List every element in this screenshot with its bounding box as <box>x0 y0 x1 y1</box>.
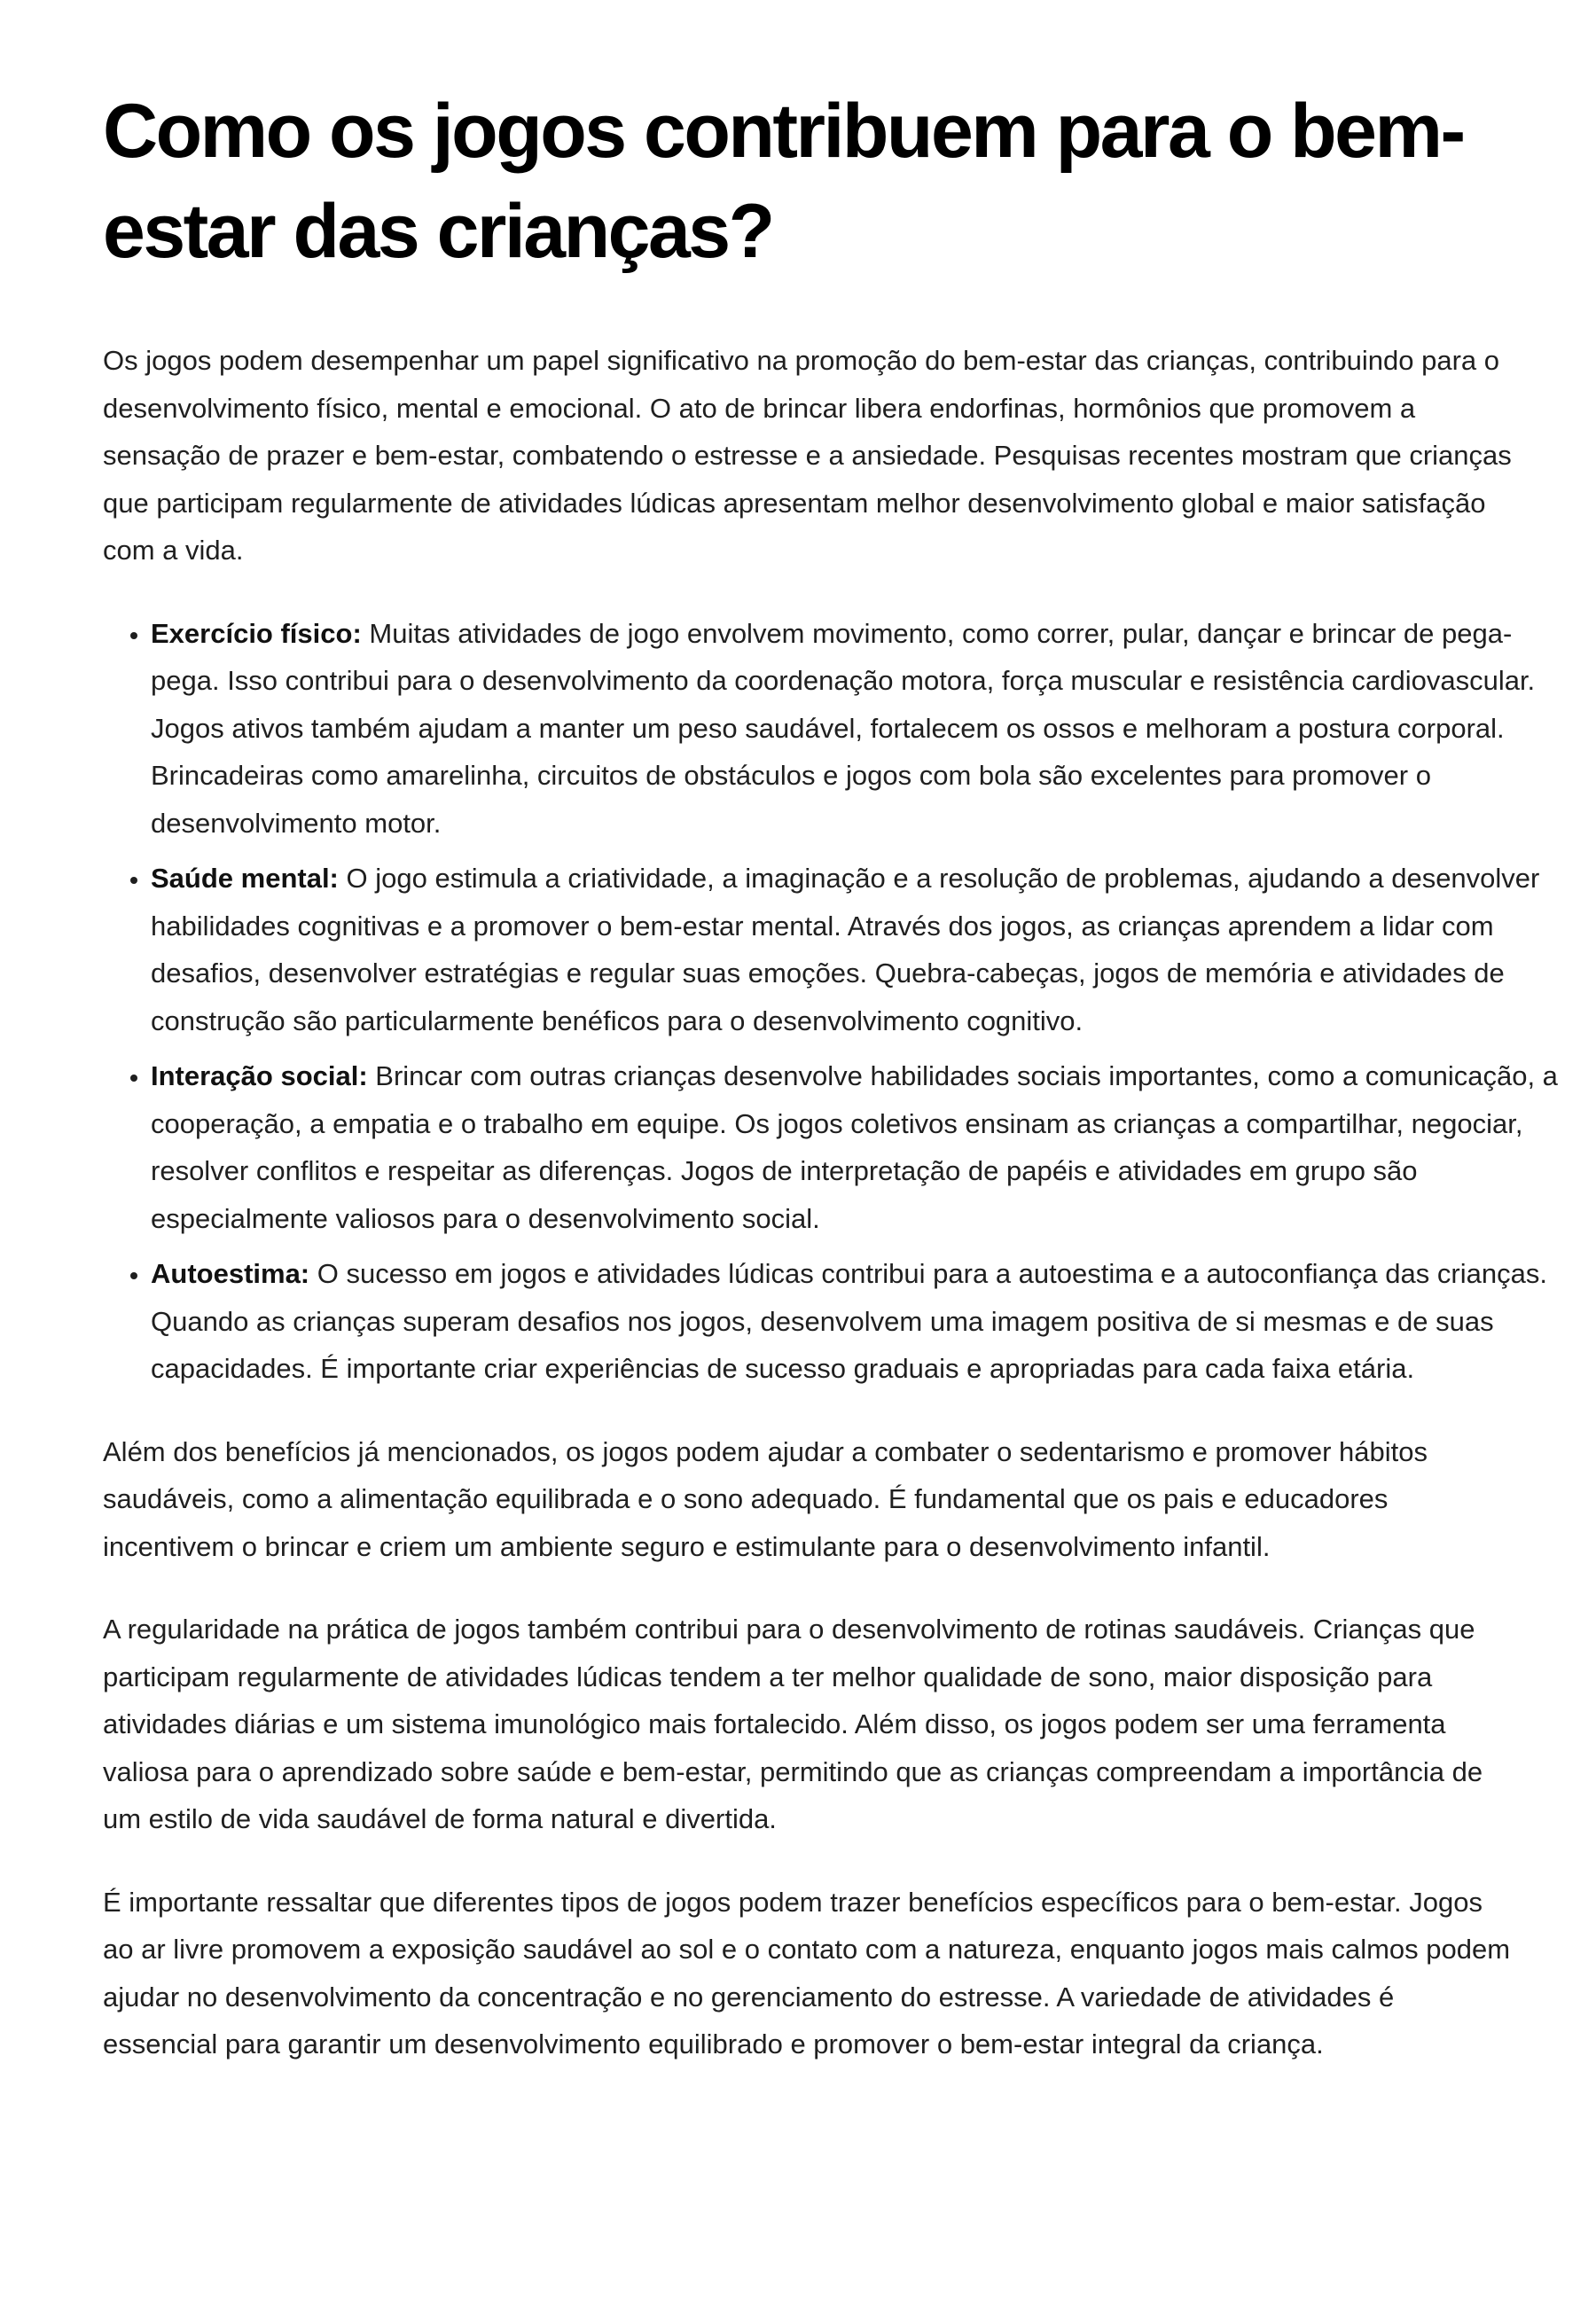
page-title: Como os jogos contribuem para o bem-estar das crianças? <box>103 89 1464 274</box>
item-text: O sucesso em jogos e atividades lúdicas contribui para a autoestima e a autoconfiança das crianças. Quando as crianças superam desafios nos jogos, desenvolvem uma imagem positiva de si mesmas e de suas capacidades. É importante criar experiências de sucesso graduais e apropriadas para cada faixa etária. <box>151 1258 1547 1384</box>
item-label: Exercício físico: <box>151 617 362 649</box>
list-item-saude-mental <box>151 855 1561 1044</box>
item-label: Saúde mental: <box>151 863 339 894</box>
item-text: Muitas atividades de jogo envolvem movimento, como correr, pular, dançar e brincar de pega-pega. Isso contribui para o desenvolvimento da coordenação motora, força muscular e resistência cardiovascular. Jogos ativos também ajudam a manter um peso saudável, fortalecem os ossos e melhoram a postura corporal. Brincadeiras como amarelinha, circuitos de obstáculos e jogos com bola são excelentes para promover o desenvolvimento motor. <box>151 617 1536 839</box>
paragraph: Além dos benefícios já mencionados, os jogos podem ajudar a combater o sedentarismo e promover hábitos saudáveis, como a alimentação equilibrada e o sono adequado. É fundamental que os pais e educadores incentivem o brincar e criem um ambiente seguro e estimulante para o desenvolvimento infantil. <box>103 1435 1428 1562</box>
item-label: Interação social: <box>151 1060 368 1091</box>
list-item-interacao-social <box>151 1052 1561 1242</box>
paragraph: É importante ressaltar que diferentes tipos de jogos podem trazer benefícios específicos para o bem-estar. Jogos ao ar livre promovem a exposição saudável ao sol e o contato com a natureza, enquanto jogos mais calmos podem ajudar no desenvolvimento da concentração e no gerenciamento do estresse. A variedade de atividades é essencial para garantir um desenvolvimento equilibrado e promover o bem-estar integral da criança. <box>103 1886 1511 2060</box>
list-item-exercicio <box>151 610 1561 848</box>
item-text: Brincar com outras crianças desenvolve habilidades sociais importantes, como a comunicação, a cooperação, a empatia e o trabalho em equipe. Os jogos coletivos ensinam as crianças a compartilhar, negociar, resolver conflitos e respeitar as diferenças. Jogos de interpretação de papéis e atividades em grupo são especialmente valiosos para o desenvolvimento social. <box>151 1060 1558 1234</box>
list-item-autoestima <box>151 1250 1561 1393</box>
item-label: Autoestima: <box>151 1258 310 1289</box>
paragraph: A regularidade na prática de jogos também contribui para o desenvolvimento de rotinas saudáveis. Crianças que participam regularmente de atividades lúdicas tendem a ter melhor qualidade de sono, maior disposição para atividades diárias e um sistema imunológico mais fortalecido. Além disso, os jogos podem ser uma ferramenta valiosa para o aprendizado sobre saúde e bem-estar, permitindo que as crianças compreendam a importância de um estilo de vida saudável de forma natural e divertida. <box>103 1614 1483 1834</box>
intro-paragraph: Os jogos podem desempenhar um papel significativo na promoção do bem-estar das crianças, contribuindo para o desenvolvimento físico, mental e emocional. O ato de brincar libera endorfinas, hormônios que promovem a sensação de prazer e bem-estar, combatendo o estresse e a ansiedade. Pesquisas recentes mostram que crianças que participam regularmente de atividades lúdicas apresentam melhor desenvolvimento global e maior satisfação com a vida. <box>103 345 1512 566</box>
benefits-list <box>103 610 1561 1393</box>
item-text: O jogo estimula a criatividade, a imaginação e a resolução de problemas, ajudando a desenvolver habilidades cognitivas e a promover o bem-estar mental. Através dos jogos, as crianças aprendem a lidar com desafios, desenvolver estratégias e regular suas emoções. Quebra-cabeças, jogos de memória e atividades de construção são particularmente benéficos para o desenvolvimento cognitivo. <box>151 863 1540 1036</box>
